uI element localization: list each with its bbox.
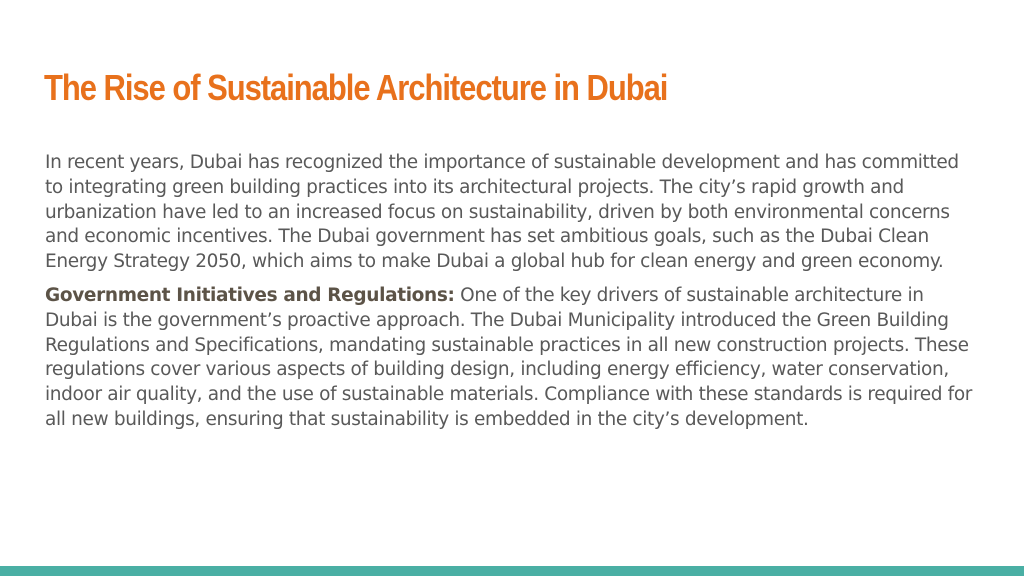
paragraph-government-text: One of the key drivers of sustainable architecture in Dubai is the government’s proactive approach. The Dubai Municipality introduced the Green Building Regulations and Specifications, mandating sustainable practices in all new construction projects. These regulations cover various aspects of building design, including energy efficiency, water conservation, indoor air quality, and the use of sustainable materials. Compliance with these standards is required for all new buildings, ensuring that sustainability is embedded in the city’s development.: [45, 284, 973, 430]
paragraph-lead-heading: Government Initiatives and Regulations:: [45, 284, 455, 306]
paragraph-government: [45, 284, 980, 433]
paragraph-intro: In recent years, Dubai has recognized the importance of sustainable development and has committed to integrating green building practices into its architectural projects. The city’s rapid growth and urbanization have led to an increased focus on sustainability, driven by both environmental concerns and economic incentives. The Dubai government has set ambitious goals, such as the Dubai Clean Energy Strategy 2050, which aims to make Dubai a global hub for clean energy and green economy.: [45, 152, 959, 273]
slide-body: [45, 151, 980, 442]
bottom-accent-bar: [0, 566, 1024, 576]
slide-title: The Rise of Sustainable Architecture in Dubai: [44, 67, 668, 108]
